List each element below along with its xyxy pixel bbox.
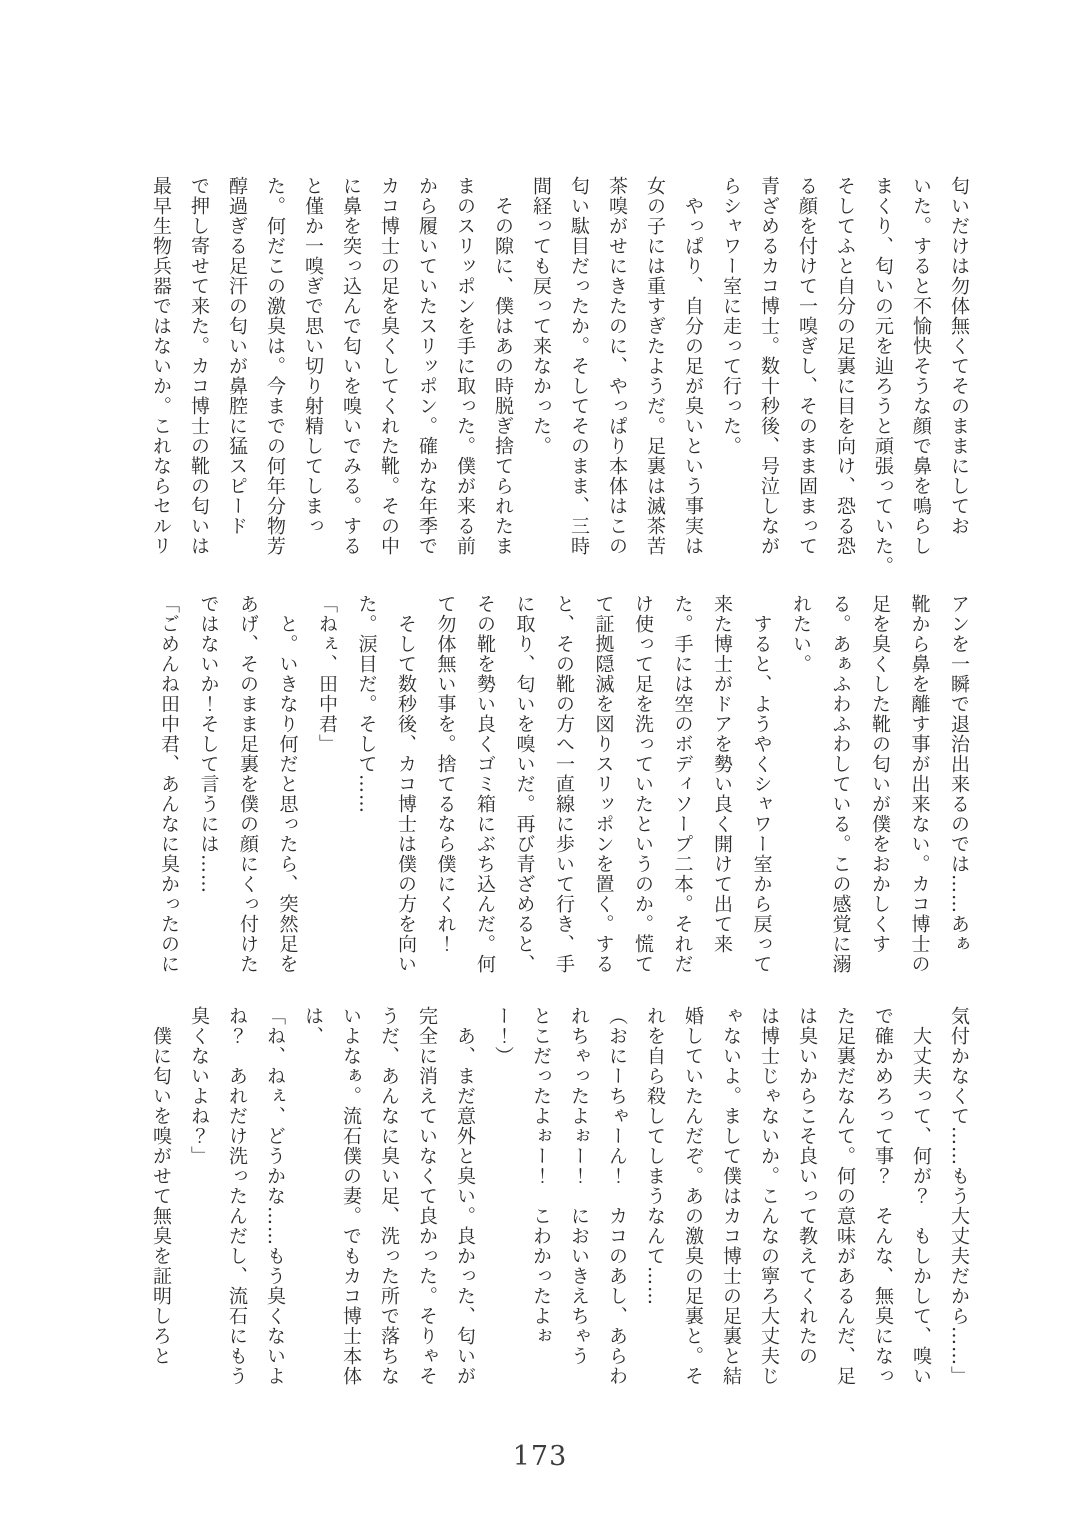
text-column: その隙に、僕はあの時脱ぎ捨てられたま xyxy=(492,176,514,556)
text-column: る。あぁふわふわしている。この感覚に溺 xyxy=(829,594,852,974)
text-column: すると、ようやくシャワー室から戻って xyxy=(750,594,773,974)
text-column: いよなぁ。流石僕の妻。でもカコ博士本体 xyxy=(340,1006,362,1386)
text-column: 青ざめるカコ博士。数十秒後、号泣しなが xyxy=(758,176,780,556)
text-column: 靴から鼻を離す事が出来ない。カコ博士の xyxy=(908,594,931,974)
text-band-top xyxy=(142,176,978,576)
text-column: やっぱり、自分の足が臭いという事実は xyxy=(682,176,704,556)
text-column: その靴を勢い良くゴミ箱にぶち込んだ。何 xyxy=(474,594,496,974)
text-column: た足裏だなんて。何の意味があるんだ、足 xyxy=(834,1006,856,1386)
text-column: ー！） xyxy=(492,1006,514,1066)
text-band-bottom xyxy=(142,1006,978,1386)
text-column: カコ博士の足を臭くしてくれた靴。その中 xyxy=(378,176,400,556)
text-column: で押し寄せて来た。カコ博士の靴の匂いは xyxy=(188,176,210,556)
text-column: る顔を付けて一嗅ぎし、そのまま固まって xyxy=(796,176,818,556)
text-column: 匂いだけは勿体無くてそのままにしてお xyxy=(948,176,970,536)
text-column: 最早生物兵器ではないか。これならセルリ xyxy=(150,176,172,556)
text-column: 僕に匂いを嗅がせて無臭を証明しろと xyxy=(150,1006,172,1366)
text-column: あ、まだ意外と臭い。良かった、匂いが xyxy=(454,1006,476,1386)
text-column: た。何だこの激臭は。今までの何年分物芳 xyxy=(264,176,286,556)
text-column: と。いきなり何だと思ったら、突然足を xyxy=(276,594,299,974)
text-column: た。涙目だ。そして…… xyxy=(355,594,378,814)
text-column: ではないか！そして言うには…… xyxy=(197,594,220,894)
text-column: た。手には空のボディソープ二本。それだ xyxy=(671,594,694,974)
text-column: に鼻を突っ込んで匂いを嗅いでみる。する xyxy=(340,176,362,556)
text-column: 「ねぇ、田中君」 xyxy=(316,594,338,754)
text-column: いた。すると不愉快そうな顔で鼻を鳴らし xyxy=(910,176,932,556)
text-column: 「ごめんね田中君、あんなに臭かったのに xyxy=(158,594,180,974)
text-column: うだ、あんなに臭い足、洗った所で落ちな xyxy=(378,1006,400,1386)
text-column: まくり、匂いの元を辿ろうと頑張っていた。 xyxy=(872,176,894,576)
text-band-middle xyxy=(149,594,979,974)
text-column: 醇過ぎる足汗の匂いが鼻腔に猛スピード xyxy=(226,176,248,536)
text-column: まのスリッポンを手に取った。僕が来る前 xyxy=(454,176,476,556)
text-column: そして数秒後、カコ博士は僕の方を向い xyxy=(395,594,417,974)
text-column: 来た博士がドアを勢い良く開けて出て来 xyxy=(711,594,733,954)
text-column: と、その靴の方へ一直線に歩いて行き、手 xyxy=(553,594,575,974)
text-column: 婚していたんだぞ。あの激臭の足裏と。そ xyxy=(682,1006,704,1386)
text-column: あげ、そのまま足裏を僕の顔にくっ付けた xyxy=(237,594,259,974)
text-column: 茶嗅がせにきたのに、やっぱり本体はこの xyxy=(606,176,628,556)
text-column: て証拠隠滅を図りスリッポンを置く。する xyxy=(592,594,615,974)
text-column: と僅か一嗅ぎで思い切り射精してしまっ xyxy=(302,176,324,536)
text-column: れを自ら殺してしまうなんて…… xyxy=(644,1006,666,1306)
text-column: アンを一瞬で退治出来るのでは……あぁ xyxy=(948,594,970,954)
text-column: 匂い駄目だったか。そしてそのまま、三時 xyxy=(568,176,590,556)
text-column: で確かめろって事？ そんな、無臭になっ xyxy=(872,1006,894,1386)
text-column: ね？ あれだけ洗ったんだし、流石にもう xyxy=(226,1006,248,1386)
text-column: 完全に消えていなくて良かった。そりゃそ xyxy=(416,1006,438,1386)
text-column: （おにーちゃーん！ カコのあし、あらわ xyxy=(606,1006,628,1386)
text-column: は、 xyxy=(302,1006,324,1046)
text-column: そしてふと自分の足裏に目を向け、恐る恐 xyxy=(834,176,856,556)
text-column: 大丈夫って、何が？ もしかして、嗅い xyxy=(910,1006,932,1386)
text-column: 女の子には重すぎたようだ。足裏は滅茶苦 xyxy=(644,176,666,556)
text-column: れたい。 xyxy=(790,594,812,674)
text-column: れちゃったよぉー！ においきえちゃう xyxy=(568,1006,590,1366)
text-column: け使って足を洗っていたというのか。慌て xyxy=(632,594,654,974)
text-column: て勿体無い事を。捨てるなら僕にくれ！ xyxy=(434,594,457,954)
text-column: とこだったよぉー！ こわかったよぉ xyxy=(530,1006,552,1346)
text-column: 「ね、ねぇ、どうかな……もう臭くないよ xyxy=(264,1006,286,1386)
text-column: 気付かなくて……もう大丈夫だから……」 xyxy=(948,1006,970,1386)
text-column: ゃないよ。まして僕はカコ博士の足裏と結 xyxy=(720,1006,742,1386)
text-column: は博士じゃないか。こんなの寧ろ大丈夫じ xyxy=(758,1006,780,1386)
text-column: 臭くないよね？」 xyxy=(188,1006,210,1166)
text-column: から履いていたスリッポン。確かな年季で xyxy=(416,176,438,556)
text-column: は臭いからこそ良いって教えてくれたの xyxy=(796,1006,818,1366)
text-column: 足を臭くした靴の匂いが僕をおかしくす xyxy=(869,594,891,954)
text-column: らシャワー室に走って行った。 xyxy=(720,176,742,456)
text-column: 間経っても戻って来なかった。 xyxy=(530,176,552,456)
text-column: に取り、匂いを嗅いだ。再び青ざめると、 xyxy=(513,594,536,974)
page-number: 173 xyxy=(512,1441,568,1472)
